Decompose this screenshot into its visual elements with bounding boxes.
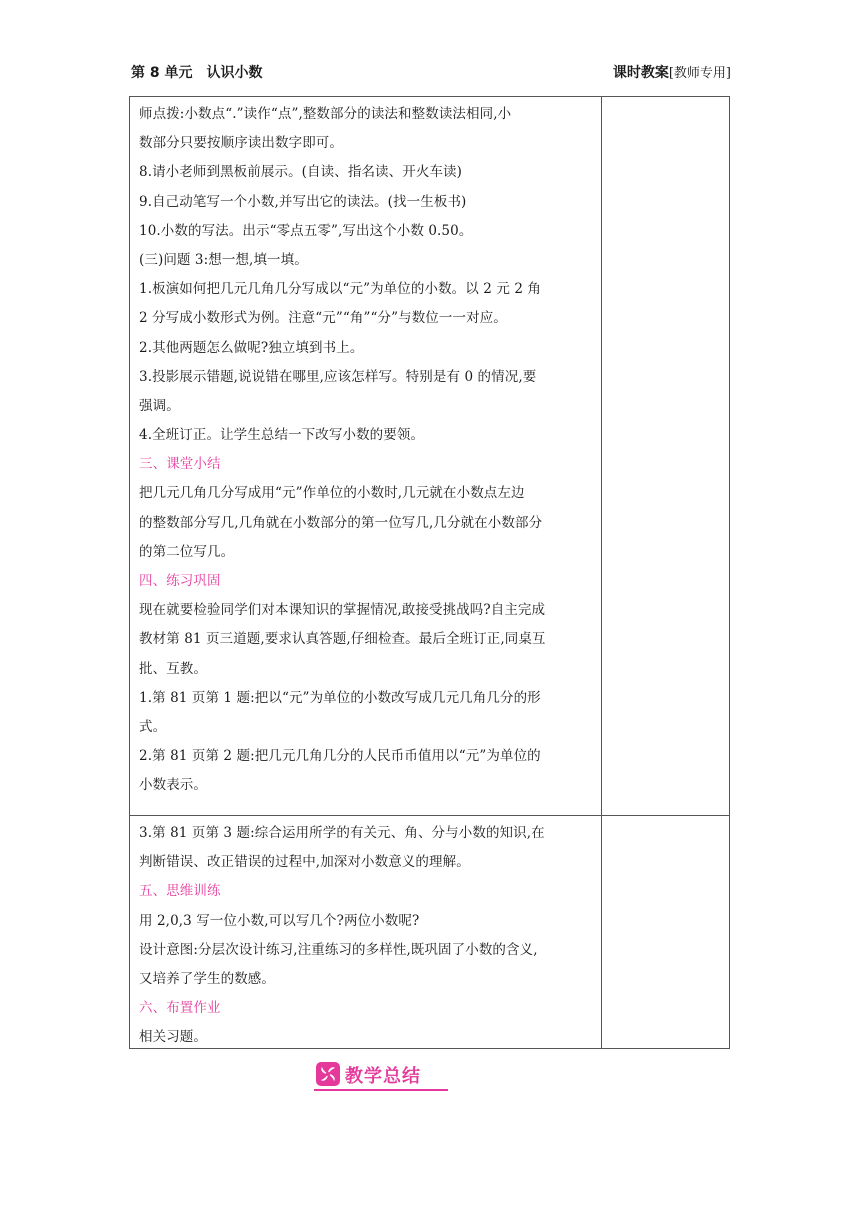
text-line: 用 2,0,3 写一位小数,可以写几个?两位小数呢?: [139, 912, 420, 929]
text-line: 2.其他两题怎么做呢?独立填到书上。: [139, 339, 364, 356]
lesson-table-section-2: [129, 815, 730, 1049]
text-line: 数部分只要按顺序读出数字即可。: [139, 135, 343, 152]
document-type: [613, 62, 731, 82]
unit-number: 第 8 单元: [131, 65, 193, 81]
text-line: 2 分写成小数形式为例。注意“元”“角”“分”与数位一一对应。: [139, 310, 507, 327]
teaching-summary-heading: [314, 1059, 448, 1091]
text-line: 小数表示。: [139, 777, 207, 794]
text-line: 式。: [139, 718, 167, 735]
text-line: 教材第 81 页三道题,要求认真答题,仔细检查。最后全班订正,同桌互: [139, 631, 546, 648]
text-line: 的第二位写几。: [139, 543, 235, 560]
text-line: 1.第 81 页第 1 题:把以“元”为单位的小数改写成几元几角几分的形: [139, 689, 541, 706]
text-line: 3.第 81 页第 3 题:综合运用所学的有关元、角、分与小数的知识,在: [139, 825, 545, 841]
section-heading: 四、练习巩固: [139, 573, 221, 589]
text-line: 批、互教。: [139, 660, 207, 677]
doc-type-label: 课时教案: [612, 65, 669, 81]
text-line: 4.全班订正。让学生总结一下改写小数的要领。: [139, 427, 425, 444]
text-line: 的整数部分写几,几角就在小数部分的第一位写几,几分就在小数部分: [139, 514, 543, 531]
text-line: 强调。: [139, 397, 180, 414]
text-line: 相关习题。: [139, 1029, 207, 1046]
text-line: 10.小数的写法。出示“零点五零”,写出这个小数 0.50。: [139, 222, 473, 239]
text-line: 把几元几角几分写成用“元”作单位的小数时,几元就在小数点左边: [139, 485, 525, 502]
section-heading: 五、思维训练: [139, 883, 221, 900]
lesson-content-cell: [130, 97, 602, 815]
text-line: 判断错误、改正错误的过程中,加深对小数意义的理解。: [139, 854, 470, 871]
text-line: 师点拨:小数点“.”读作“点”,整数部分的读法和整数读法相同,小: [139, 106, 512, 122]
text-line: 又培养了学生的数感。: [139, 970, 275, 987]
pinwheel-logo-icon: [316, 1062, 340, 1086]
page-header: [131, 58, 731, 84]
unit-heading: [131, 62, 263, 82]
text-line: 2.第 81 页第 2 题:把几元几角几分的人民币币值用以“元”为单位的: [139, 748, 541, 765]
text-line: 3.投影展示错题,说说错在哪里,应该怎样写。特别是有 0 的情况,要: [139, 368, 537, 385]
text-line: 9.自己动笔写一个小数,并写出它的读法。(找一生板书): [139, 193, 467, 210]
lesson-content-cell: [130, 816, 602, 1048]
text-line: 现在就要检验同学们对本课知识的掌握情况,敢接受挑战吗?自主完成: [139, 602, 546, 619]
text-line: 8.请小老师到黑板前展示。(自读、指名读、开火车读): [139, 164, 463, 181]
section-heading: 三、课堂小结: [139, 456, 221, 473]
lesson-table-section-1: [129, 96, 730, 816]
section-heading: 六、布置作业: [139, 1000, 221, 1017]
teaching-summary-title: 教学总结: [345, 1066, 421, 1087]
doc-note-label: [教师专用]: [668, 66, 731, 81]
text-line: (三)问题 3:想一想,填一填。: [139, 251, 308, 268]
text-line: 设计意图:分层次设计练习,注重练习的多样性,既巩固了小数的含义,: [139, 941, 538, 958]
unit-title: 认识小数: [206, 65, 263, 81]
text-line: 1.板演如何把几元几角几分写成以“元”为单位的小数。以 2 元 2 角: [139, 281, 542, 298]
